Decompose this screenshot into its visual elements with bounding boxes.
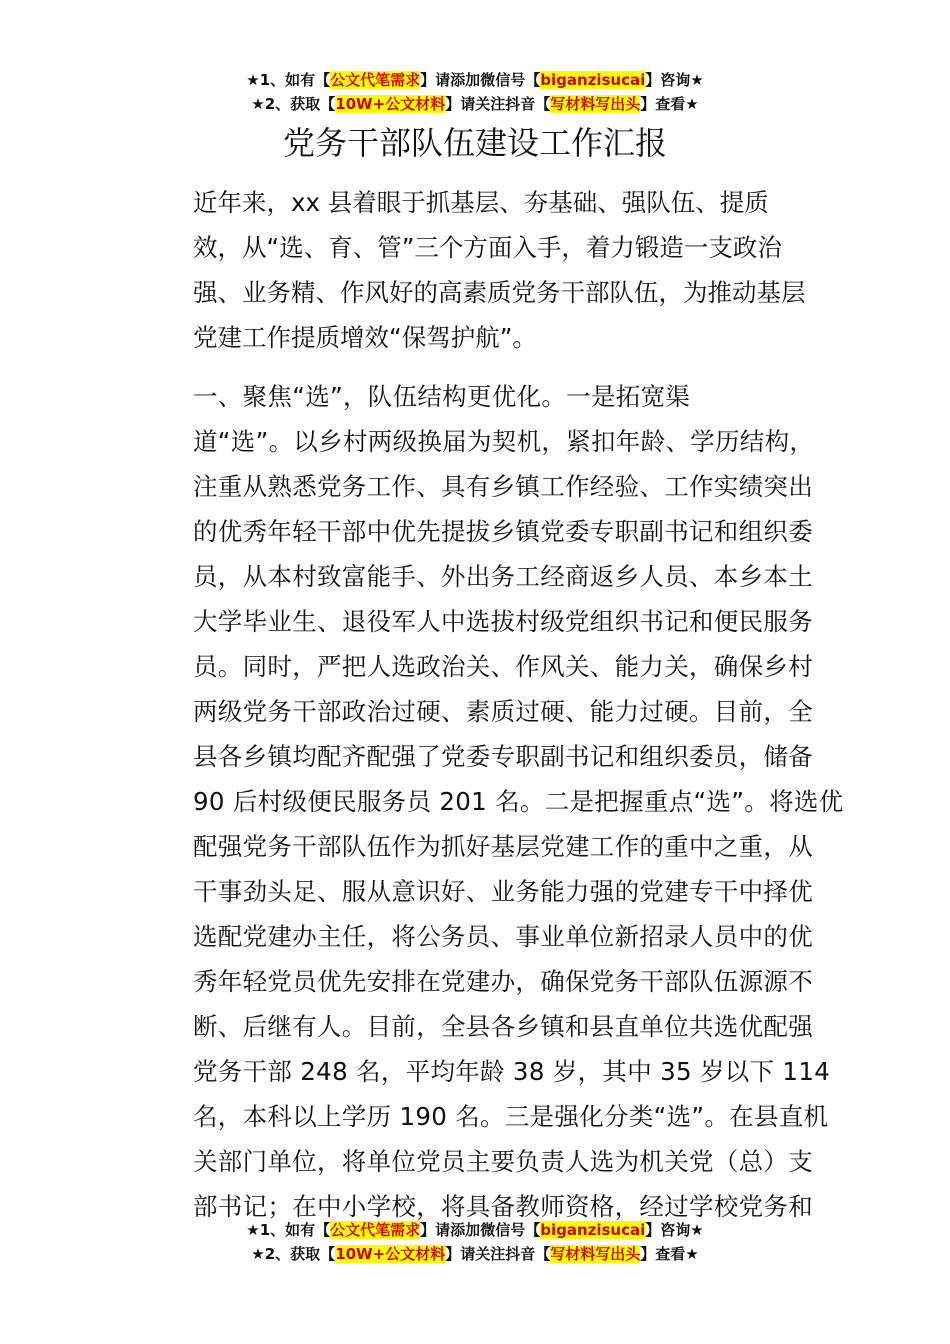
- text-line: 员，从本村致富能手、外出务工经商返乡人员、本乡本土: [193, 562, 813, 591]
- text-line: 强、业务精、作风好的高素质党务干部队伍，为推动基层: [193, 278, 806, 307]
- banner-highlight: 写材料写出头: [550, 95, 641, 113]
- text-line: 道“选”。以乡村两级换届为契机，紧扣年龄、学历结构，: [193, 427, 815, 456]
- text-line: 两级党务干部政治过硬、素质过硬、能力过硬。目前，全: [193, 697, 813, 726]
- footer-banner: [0, 1218, 950, 1266]
- banner-line-1: ★1、如有【公文代笔需求】请添加微信号【biganzisucai】咨询★: [246, 71, 704, 89]
- text-line: 的优秀年轻干部中优先提拔乡镇党委专职副书记和组织委: [193, 517, 813, 546]
- text-line: 员。同时，严把人选政治关、作风关、能力关，确保乡村: [193, 652, 813, 681]
- text-line: 部书记；在中小学校，将具备教师资格，经过学校党务和: [193, 1192, 813, 1221]
- header-banner: [0, 68, 950, 116]
- banner-line-2: ★2、获取【10W+公文材料】请关注抖音【写材料写出头】查看★: [251, 1245, 699, 1263]
- text-line: 党务干部 248 名，平均年龄 38 岁，其中 35 岁以下 114: [193, 1057, 831, 1086]
- banner-highlight: 10W+公文材料: [335, 95, 446, 113]
- banner-highlight: 公文代笔需求: [330, 1221, 421, 1239]
- text-line: 名，本科以上学历 190 名。三是强化分类“选”。在县直机: [193, 1102, 829, 1131]
- paragraph-intro: [144, 180, 808, 360]
- text-line: 关部门单位，将单位党员主要负责人选为机关党（总）支: [193, 1147, 813, 1176]
- text-line: 配强党务干部队伍作为抓好基层党建工作的重中之重，从: [193, 832, 813, 861]
- text-line: 一、聚焦“选”，队伍结构更优化。一是拓宽渠: [193, 382, 691, 411]
- text-line: 党建工作提质增效“保驾护航”。: [193, 323, 537, 352]
- banner-line-1: ★1、如有【公文代笔需求】请添加微信号【biganzisucai】咨询★: [246, 1221, 704, 1239]
- banner-line-2: ★2、获取【10W+公文材料】请关注抖音【写材料写出头】查看★: [251, 95, 699, 113]
- text-line: 近年来，xx 县着眼于抓基层、夯基础、强队伍、提质: [193, 188, 769, 217]
- text-line: 选配党建办主任，将公务员、事业单位新招录人员中的优: [193, 922, 813, 951]
- banner-highlight: biganzisucai: [540, 1221, 646, 1239]
- text-line: 秀年轻党员优先安排在党建办，确保党务干部队伍源源不: [193, 967, 813, 996]
- document-title: 党务干部队伍建设工作汇报: [282, 124, 667, 162]
- banner-highlight: 10W+公文材料: [335, 1245, 446, 1263]
- banner-highlight: 公文代笔需求: [330, 71, 421, 89]
- banner-highlight: 写材料写出头: [550, 1245, 641, 1263]
- text-line: 效，从“选、育、管”三个方面入手，着力锻造一支政治: [193, 233, 782, 262]
- text-line: 注重从熟悉党务工作、具有乡镇工作经验、工作实绩突出: [193, 472, 813, 501]
- document-body: [144, 180, 844, 1229]
- text-line: 干事劲头足、服从意识好、业务能力强的党建专干中择优: [193, 877, 813, 906]
- text-line: 90 后村级便民服务员 201 名。二是把握重点“选”。将选优: [193, 787, 844, 816]
- paragraph-section-1: [144, 374, 844, 1229]
- text-line: 大学毕业生、退役军人中选拔村级党组织书记和便民服务: [193, 607, 813, 636]
- text-line: 县各乡镇均配齐配强了党委专职副书记和组织委员，储备: [193, 742, 813, 771]
- banner-highlight: biganzisucai: [540, 71, 646, 89]
- text-line: 断、后继有人。目前，全县各乡镇和县直单位共选优配强: [193, 1012, 813, 1041]
